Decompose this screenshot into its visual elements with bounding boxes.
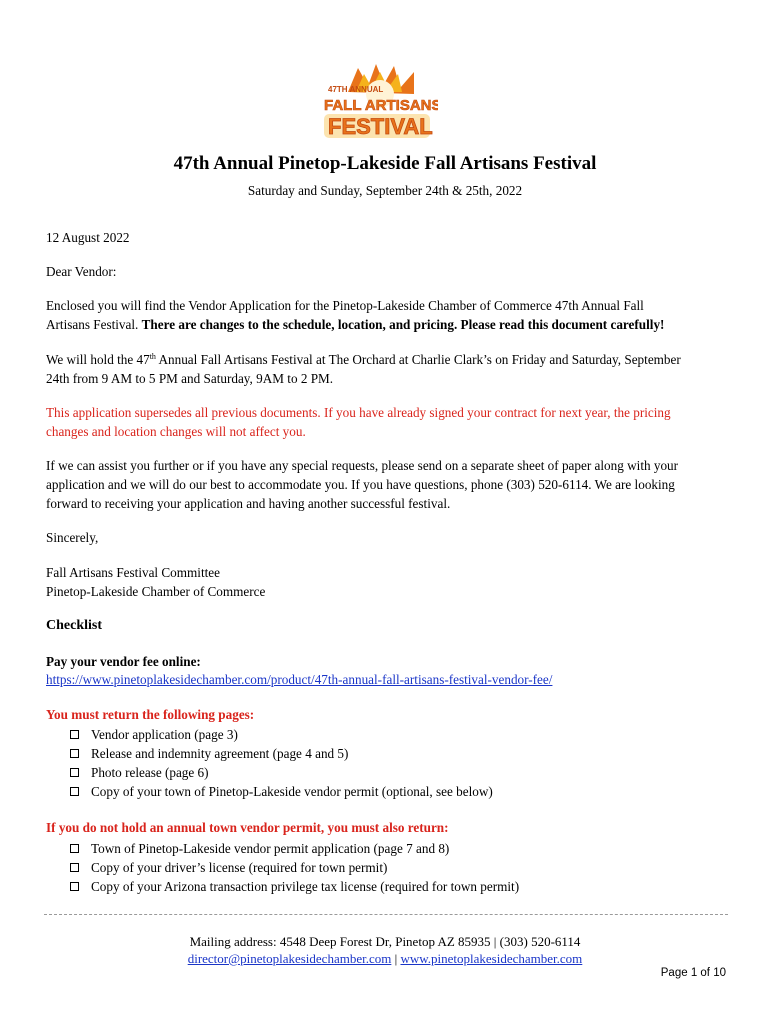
- checklist-heading: Checklist: [46, 618, 102, 633]
- checkbox-icon[interactable]: [70, 863, 79, 872]
- permit-heading: If you do not hold an annual town vendor permit, you must also return:: [46, 820, 449, 835]
- event-dates: Saturday and Sunday, September 24th & 25th, 2022: [247, 183, 523, 198]
- supersedes-line1: This application supersedes all previous documents. If you have already signed your contract for next year, the pricing: [46, 405, 671, 420]
- assist-line3: forward to receiving your application and having another successful festival.: [46, 496, 451, 511]
- checkbox-icon[interactable]: [70, 844, 79, 853]
- footer-address: Mailing address: 4548 Deep Forest Dr, Pinetop AZ 85935 | (303) 520-6114: [189, 934, 581, 949]
- assist-line1: If we can assist you further or if you have any special requests, please send on a separate sheet of paper along with your: [46, 458, 679, 473]
- letter-date: 12 August 2022: [46, 230, 130, 245]
- logo-line2: FALL ARTISANS: [324, 97, 438, 114]
- list-item[interactable]: Copy of your Arizona transaction privilege tax license (required for town permit): [70, 877, 710, 896]
- footer-separator: |: [391, 951, 401, 966]
- intro-line2: Artisans Festival.: [46, 317, 142, 332]
- website-link[interactable]: www.pinetoplakesidechamber.com: [400, 951, 583, 966]
- return-checklist: [70, 725, 710, 801]
- permit-checklist: [70, 839, 710, 896]
- supersedes-line2: changes and location changes will not affect you.: [46, 424, 306, 439]
- checkbox-icon[interactable]: [70, 730, 79, 739]
- schedule-line2: 24th from 9 AM to 5 PM and Saturday, 9AM to 2 PM.: [46, 371, 334, 386]
- intro-line1: Enclosed you will find the Vendor Application for the Pinetop-Lakeside Chamber of Commerce 47th Annual Fall: [46, 298, 644, 313]
- closing: Sincerely,: [46, 530, 99, 545]
- logo-line1: 47TH ANNUAL: [328, 85, 384, 94]
- page-number: Page 1 of 10: [660, 967, 726, 979]
- festival-logo: [318, 62, 438, 144]
- changes-notice: There are changes to the schedule, location, and pricing. Please read this document carefully!: [141, 317, 665, 332]
- page-title: 47th Annual Pinetop-Lakeside Fall Artisans Festival: [173, 153, 597, 174]
- footer-divider: [44, 914, 728, 915]
- schedule-text-cont: Annual Fall Artisans Festival at The Orchard at Charlie Clark’s on Friday and Saturday, September: [155, 352, 681, 367]
- schedule-paragraph: [46, 350, 726, 388]
- list-item[interactable]: Copy of your driver’s license (required for town permit): [70, 858, 710, 877]
- salutation: Dear Vendor:: [46, 264, 117, 279]
- supersedes-notice: [46, 403, 726, 441]
- list-item[interactable]: Copy of your town of Pinetop-Lakeside vendor permit (optional, see below): [70, 782, 710, 801]
- list-item[interactable]: Vendor application (page 3): [70, 725, 710, 744]
- logo-line3: FESTIVAL: [328, 114, 433, 139]
- checkbox-icon[interactable]: [70, 749, 79, 758]
- signature-block: [46, 563, 726, 601]
- footer-links: [0, 949, 770, 968]
- schedule-text: We will hold the 47: [46, 352, 150, 367]
- checkbox-icon[interactable]: [70, 768, 79, 777]
- vendor-fee-link[interactable]: https://www.pinetoplakesidechamber.com/product/47th-annual-fall-artisans-festival-vendor-fee/: [46, 672, 553, 687]
- email-link[interactable]: director@pinetoplakesidechamber.com: [187, 951, 392, 966]
- list-item[interactable]: Town of Pinetop-Lakeside vendor permit application (page 7 and 8): [70, 839, 710, 858]
- ordinal-suffix: th: [149, 352, 156, 361]
- checkbox-icon[interactable]: [70, 787, 79, 796]
- pay-heading: Pay your vendor fee online:: [46, 654, 201, 669]
- intro-paragraph: [46, 296, 726, 334]
- assist-paragraph: [46, 456, 726, 513]
- checkbox-icon[interactable]: [70, 882, 79, 891]
- signature-chamber: Pinetop-Lakeside Chamber of Commerce: [46, 584, 266, 599]
- assist-line2: application and we will do our best to accommodate you. If you have questions, phone (303) 520-6114. We are looking: [46, 477, 675, 492]
- return-heading: You must return the following pages:: [46, 707, 255, 722]
- signature-committee: Fall Artisans Festival Committee: [46, 565, 220, 580]
- list-item[interactable]: Photo release (page 6): [70, 763, 710, 782]
- list-item[interactable]: Release and indemnity agreement (page 4 and 5): [70, 744, 710, 763]
